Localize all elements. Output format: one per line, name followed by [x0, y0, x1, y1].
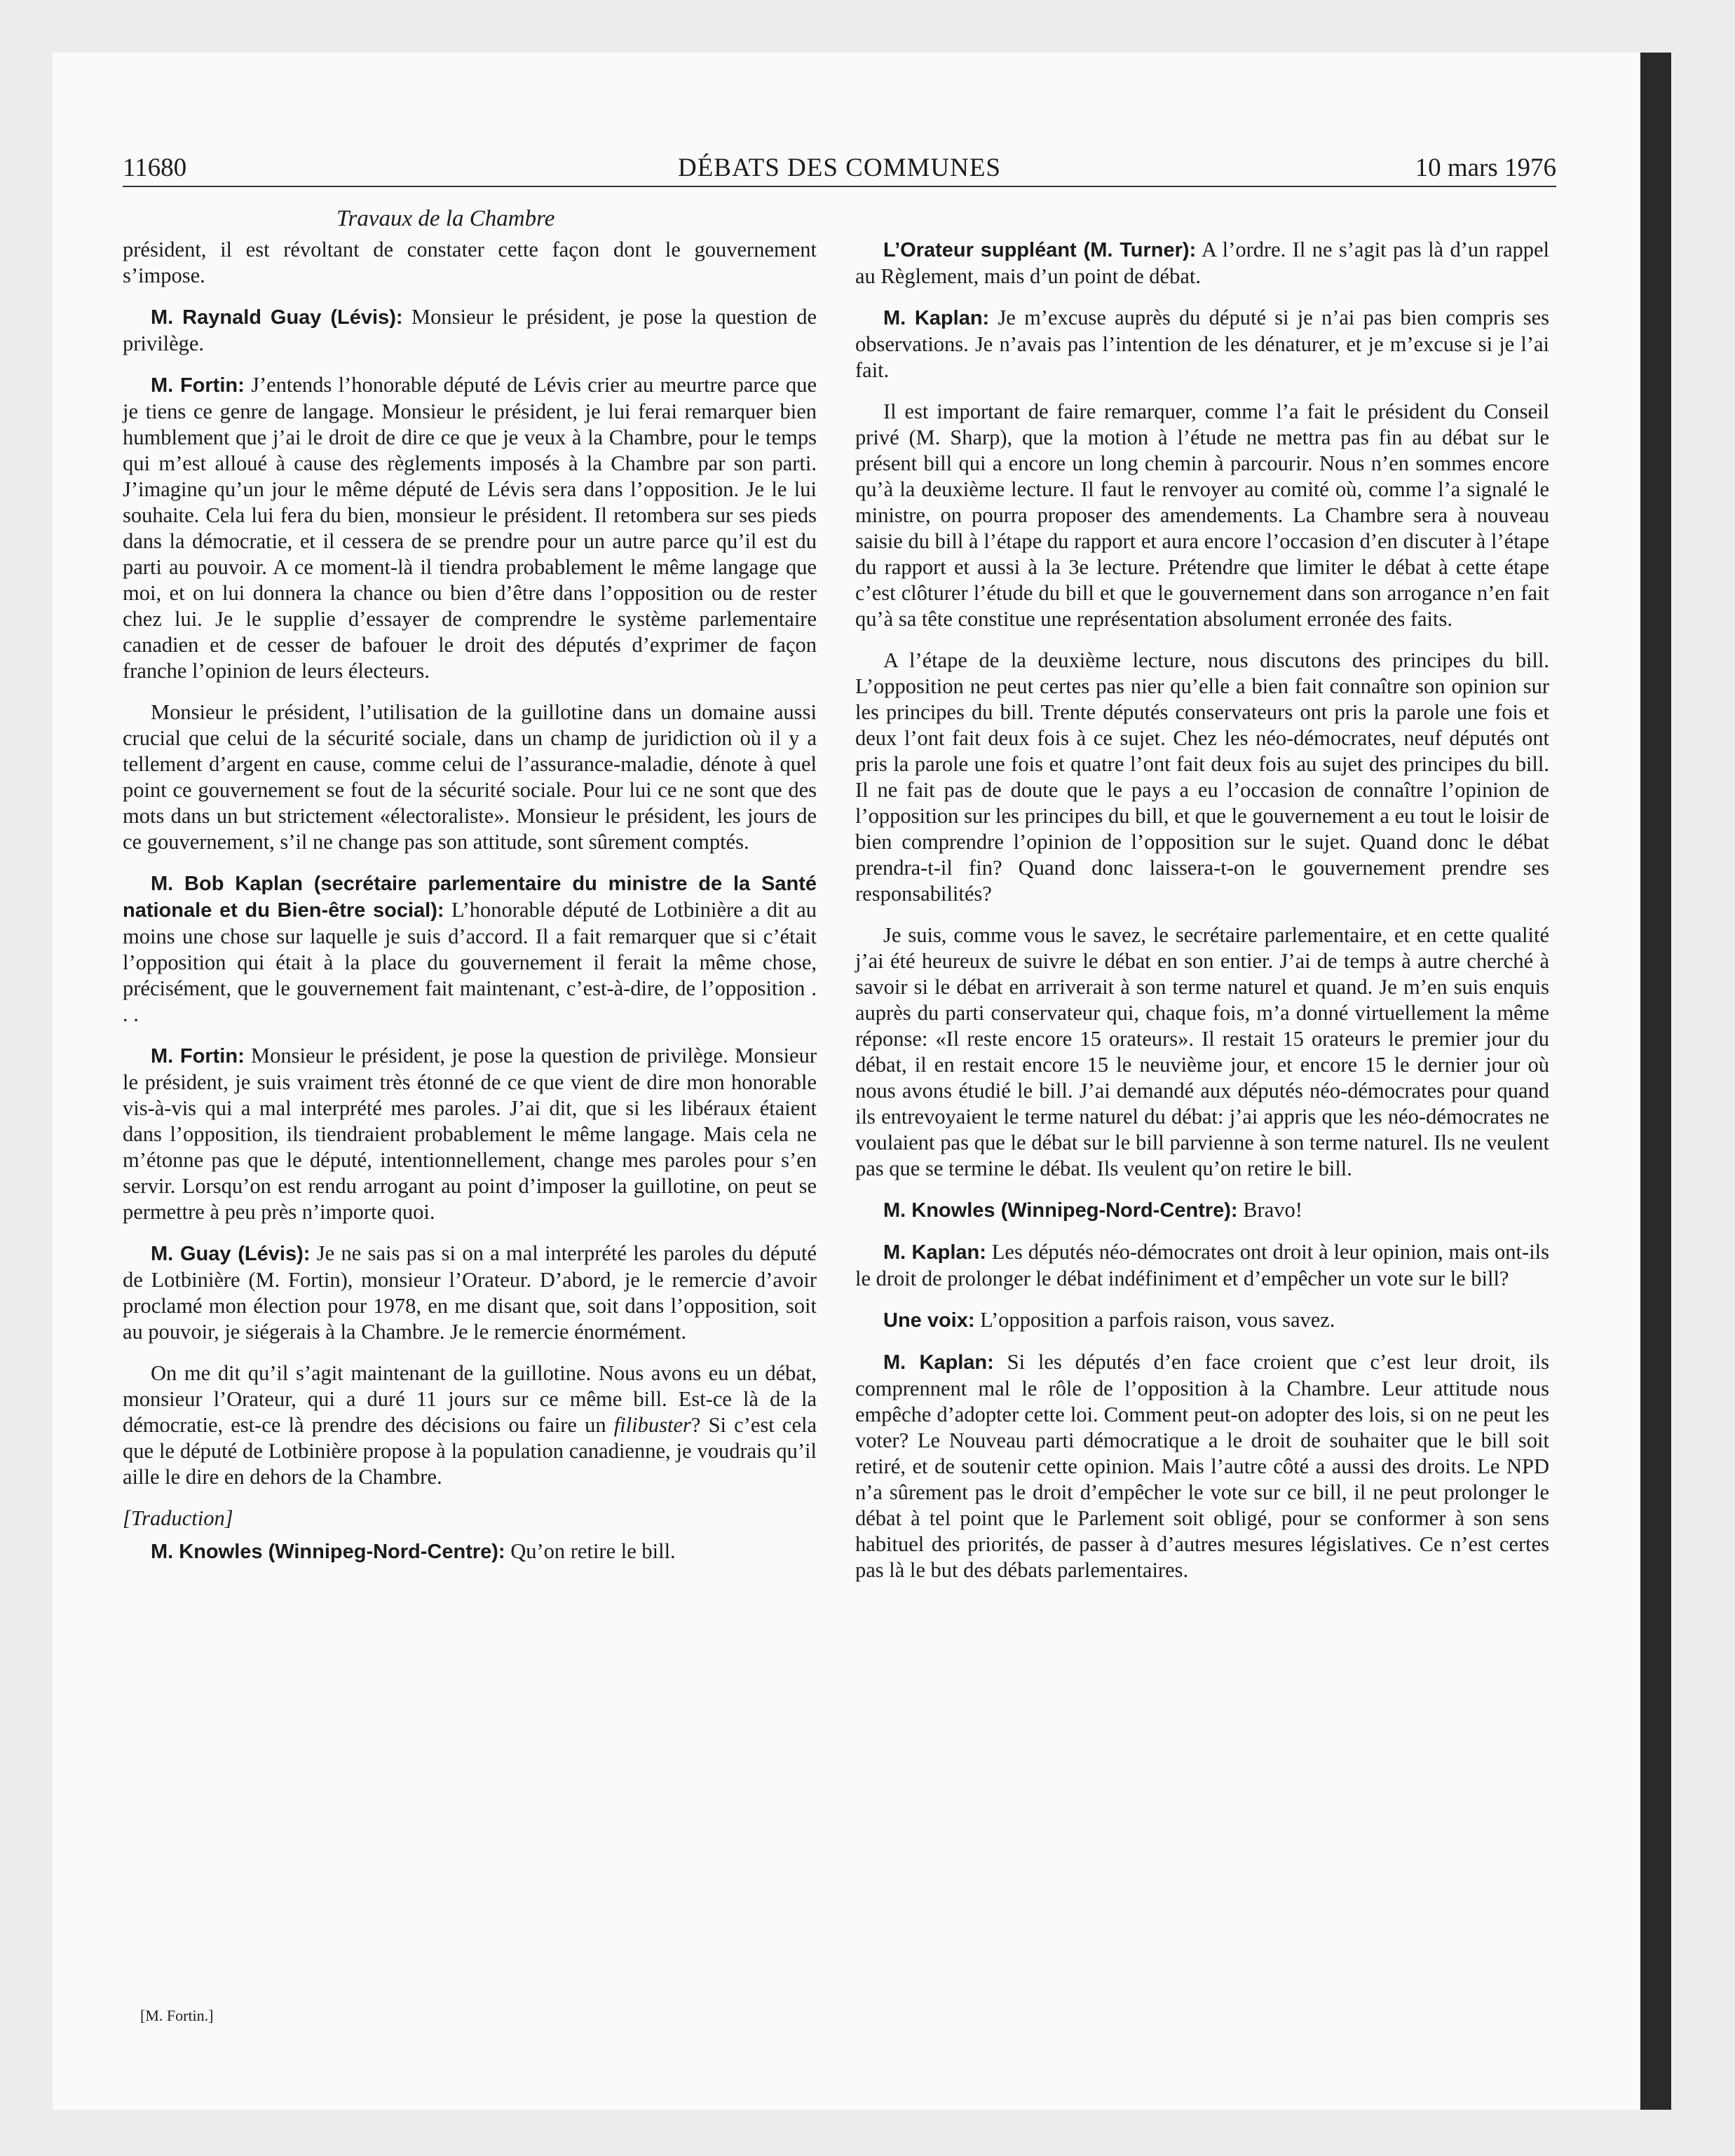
speaker-name: M. Fortin:	[151, 374, 245, 397]
footnote: [M. Fortin.]	[140, 2007, 214, 2024]
paragraph: On me dit qu’il s’agit maintenant de la guillotine. Nous avons eu un débat, monsieur l’Orateur, qui a duré 11 jours sur ce même bill. Est-ce là de la démocratie, est-ce là prendre des décisions ou faire un filibuster? Si c’est cela que le député de Lotbinière propose à la population canadienne, je voudrais qu’il aille le dire en dehors de la Chambre.	[123, 1361, 817, 1489]
speaker-name: M. Guay (Lévis):	[151, 1243, 311, 1265]
paragraph: M. Kaplan: Je m’excuse auprès du député si je n’ai pas bien compris ses observations. Je n’avais pas l’intention de les dénaturer, et je m’excuse si je l’ai fait.	[855, 306, 1549, 382]
scan-edge	[1640, 53, 1671, 2110]
paragraph: M. Knowles (Winnipeg-Nord-Centre): Bravo!	[883, 1198, 1302, 1222]
paragraph: Il est important de faire remarquer, comme l’a fait le président du Conseil privé (M. Sharp), que la motion à l’étude ne mettra pas fin au débat sur le présent bill qui a encore un long chemin à parcourir. Nous n’en sommes encore qu’à la deuxième lecture. Il faut le renvoyer au comité où, comme l’a signalé le ministre, on pourra proposer des amendements. La Chambre sera à nouveau saisie du bill à l’étape du rapport et aura encore l’occasion d’en discuter à l’étape du rapport et aussi à la 3e lecture. Prétendre que limiter le débat à cette étape c’est clôturer l’étude du bill et que le gouvernement dans son arrogance n’en fait qu’à sa tête constitue une représentation absolument erronée des faits.	[855, 400, 1549, 631]
paragraph: M. Fortin: J’entends l’honorable député de Lévis crier au meurtre parce que je tiens ce genre de langage. Monsieur le président, je lui ferai remarquer bien humblement que j’ai le droit de dire ce que je veux à la Chambre, pour le temps qui m’est alloué à cause des règlements imposés à la Chambre par son parti. J’imagine qu’un jour le même député de Lévis sera dans l’opposition. Je le lui souhaite. Cela lui fera du bien, monsieur le président. Il retombera sur ses pieds dans la démocratie, et il cessera de se prendre pour un autre parce qu’il est du parti au pouvoir. A ce moment-là il tiendra probablement le même langage que moi, et on lui donnera la chance ou bien d’être dans l’opposition ou de rester chez lui. Je le supplie d’essayer de comprendre le système parlementaire canadien et de cesser de bafouer le droit des députés d’exprimer de façon franche l’opinion de leurs électeurs.	[123, 373, 817, 683]
page-header	[123, 151, 1556, 187]
left-column	[123, 237, 817, 1581]
paragraph: M. Kaplan: Si les députés d’en face croient que c’est leur droit, ils comprennent mal le rôle de l’opposition à la Chambre. Leur attitude nous empêche d’adopter cette loi. Comment peut-on adopter des lois, si on ne peut les voter? Le Nouveau parti démocratique a le droit de souhaiter que le bill soit retiré, et de soutenir cette opinion. Mais l’autre côté a aussi des droits. Le NPD n’a sûrement pas le droit d’empêcher le vote sur ce bill, il ne peut prolonger le débat à tel point que le Parlement soit obligé, pour se conformer à son sens habituel des priorités, de passer à d’autres mesures législatives. Ce n’est certes pas là le but des débats parlementaires.	[855, 1350, 1549, 1582]
paragraph: M. Bob Kaplan (secrétaire parlementaire du ministre de la Santé nationale et du Bien-être social): L’honorable député de Lotbinière a dit au moins une chose sur laquelle je suis d’accord. Il a fait remarquer que si c’était l’opposition qui était à la place du gouvernement il ferait la même chose, précisément, que le gouvernement fait maintenant, c’est-à-dire, de l’opposition . . .	[123, 873, 817, 1026]
section-subheading: Travaux de la Chambre	[336, 206, 555, 231]
paragraph: M. Kaplan: Les députés néo-démocrates ont droit à leur opinion, mais ont-ils le droit de prolonger le débat indéfiniment et d’empêcher un vote sur le bill?	[855, 1240, 1550, 1290]
speaker-name: L’Orateur suppléant (M. Turner):	[883, 239, 1197, 261]
paragraph: M. Raynald Guay (Lévis): Monsieur le président, je pose la question de privilège.	[123, 305, 817, 355]
translation-note: [Traduction]	[123, 1506, 233, 1530]
speaker-name: M. Fortin:	[151, 1045, 245, 1067]
paragraph: président, il est révoltant de constater cette façon dont le gouvernement s’impose.	[123, 238, 817, 287]
speaker-name: M. Raynald Guay (Lévis):	[151, 306, 403, 329]
speaker-name: Une voix:	[883, 1309, 975, 1332]
paragraph: L’Orateur suppléant (M. Turner): A l’ordre. Il ne s’agit pas là d’un rappel au Règlement, mais d’un point de débat.	[855, 238, 1549, 288]
speaker-name: M. Kaplan:	[883, 1241, 986, 1264]
paragraph: Une voix: L’opposition a parfois raison, vous savez.	[883, 1308, 1335, 1332]
paragraph: Monsieur le président, l’utilisation de la guillotine dans un domaine aussi crucial que celui de la sécurité sociale, dans un champ de juridiction où il y a tellement d’argent en cause, comme celui de l’assurance-maladie, dénote à quel point ce gouvernement se fout de la sécurité sociale. Pour lui ce ne sont que des mots dans un but strictement «électoraliste». Monsieur le président, les jours de ce gouvernement, s’il ne change pas son attitude, sont sûrement comptés.	[123, 700, 817, 854]
speaker-name: M. Knowles (Winnipeg-Nord-Centre):	[151, 1541, 505, 1563]
paragraph: Je suis, comme vous le savez, le secrétaire parlementaire, et en cette qualité j’ai été heureux de suivre le débat en son entier. J’ai de temps à autre cherché à savoir si le débat en arriverait à son terme naturel et quand. Je m’en suis enquis auprès du parti conservateur qui, chaque fois, m’a donné virtuellement la même réponse: «Il reste encore 15 orateurs». Il restait 15 orateurs le premier jour du débat, il en restait encore 15 le neuvième jour, et encore 15 le dernier jour où nous avons étudié le bill. J’ai demandé aux députés néo-démocrates pour quand ils entrevoyaient le terme naturel du débat: j’ai appris que les néo-démocrates ne voulaient pas que le débat sur le bill parvienne à son terme naturel. Ils ne veulent pas que se termine le débat. Ils veulent qu’on retire le bill.	[855, 923, 1549, 1180]
page-date: 10 mars 1976	[1415, 153, 1556, 182]
speaker-name: M. Knowles (Winnipeg-Nord-Centre):	[883, 1199, 1238, 1222]
speaker-name: M. Kaplan:	[883, 1351, 994, 1374]
page-number: 11680	[123, 153, 187, 182]
speaker-name: M. Kaplan:	[883, 307, 990, 329]
publication-title: DÉBATS DES COMMUNES	[677, 153, 1001, 182]
paragraph: M. Fortin: Monsieur le président, je pose la question de privilège. Monsieur le président, je suis vraiment très étonné de ce que vient de dire mon honorable vis-à-vis qui a mal interprété mes paroles. J’ai dit, que si les libéraux étaient dans l’opposition, ils tiendraient probablement le même langage. Mais cela ne m’étonne pas que le député, intentionnellement, change mes paroles pour s’en servir. Lorsqu’on est rendu arrogant au point d’imposer la guillotine, on peut se permettre à peu près n’importe quoi.	[123, 1044, 817, 1224]
paragraph: M. Guay (Lévis): Je ne sais pas si on a mal interprété les paroles du député de Lotbinière (M. Fortin), monsieur l’Orateur. D’abord, je le remercie d’avoir proclamé mon élection pour 1978, en me disant que, soit dans l’opposition, soit au pouvoir, je siégerais à la Chambre. Je le remercie énormément.	[123, 1241, 817, 1344]
right-column	[855, 237, 1549, 1599]
paragraph: M. Knowles (Winnipeg-Nord-Centre): Qu’on retire le bill.	[151, 1539, 676, 1563]
speaker-name: M. Bob Kaplan (secrétaire parlementaire du ministre de la Santé nationale et du Bien-être social):	[123, 873, 817, 922]
paragraph: A l’étape de la deuxième lecture, nous discutons des principes du bill. L’opposition ne peut certes pas nier qu’elle a bien fait connaître son opinion sur les principes du bill. Trente députés conservateurs ont pris la parole une fois et deux l’ont fait deux fois à ce sujet. Chez les néo-démocrates, neuf députés ont pris la parole une fois et quatre l’ont fait deux fois au sujet des principes du bill. Il ne fait pas de doute que le pays a eu l’occasion de connaître l’opinion de l’opposition sur les principes du bill, et que le gouvernement a eu tout le loisir de bien comprendre l’opinion de l’opposition sur le sujet. Quand donc le débat prendra-t-il fin? Quand donc laissera-t-on le gouvernement prendre ses responsabilités?	[855, 648, 1549, 906]
